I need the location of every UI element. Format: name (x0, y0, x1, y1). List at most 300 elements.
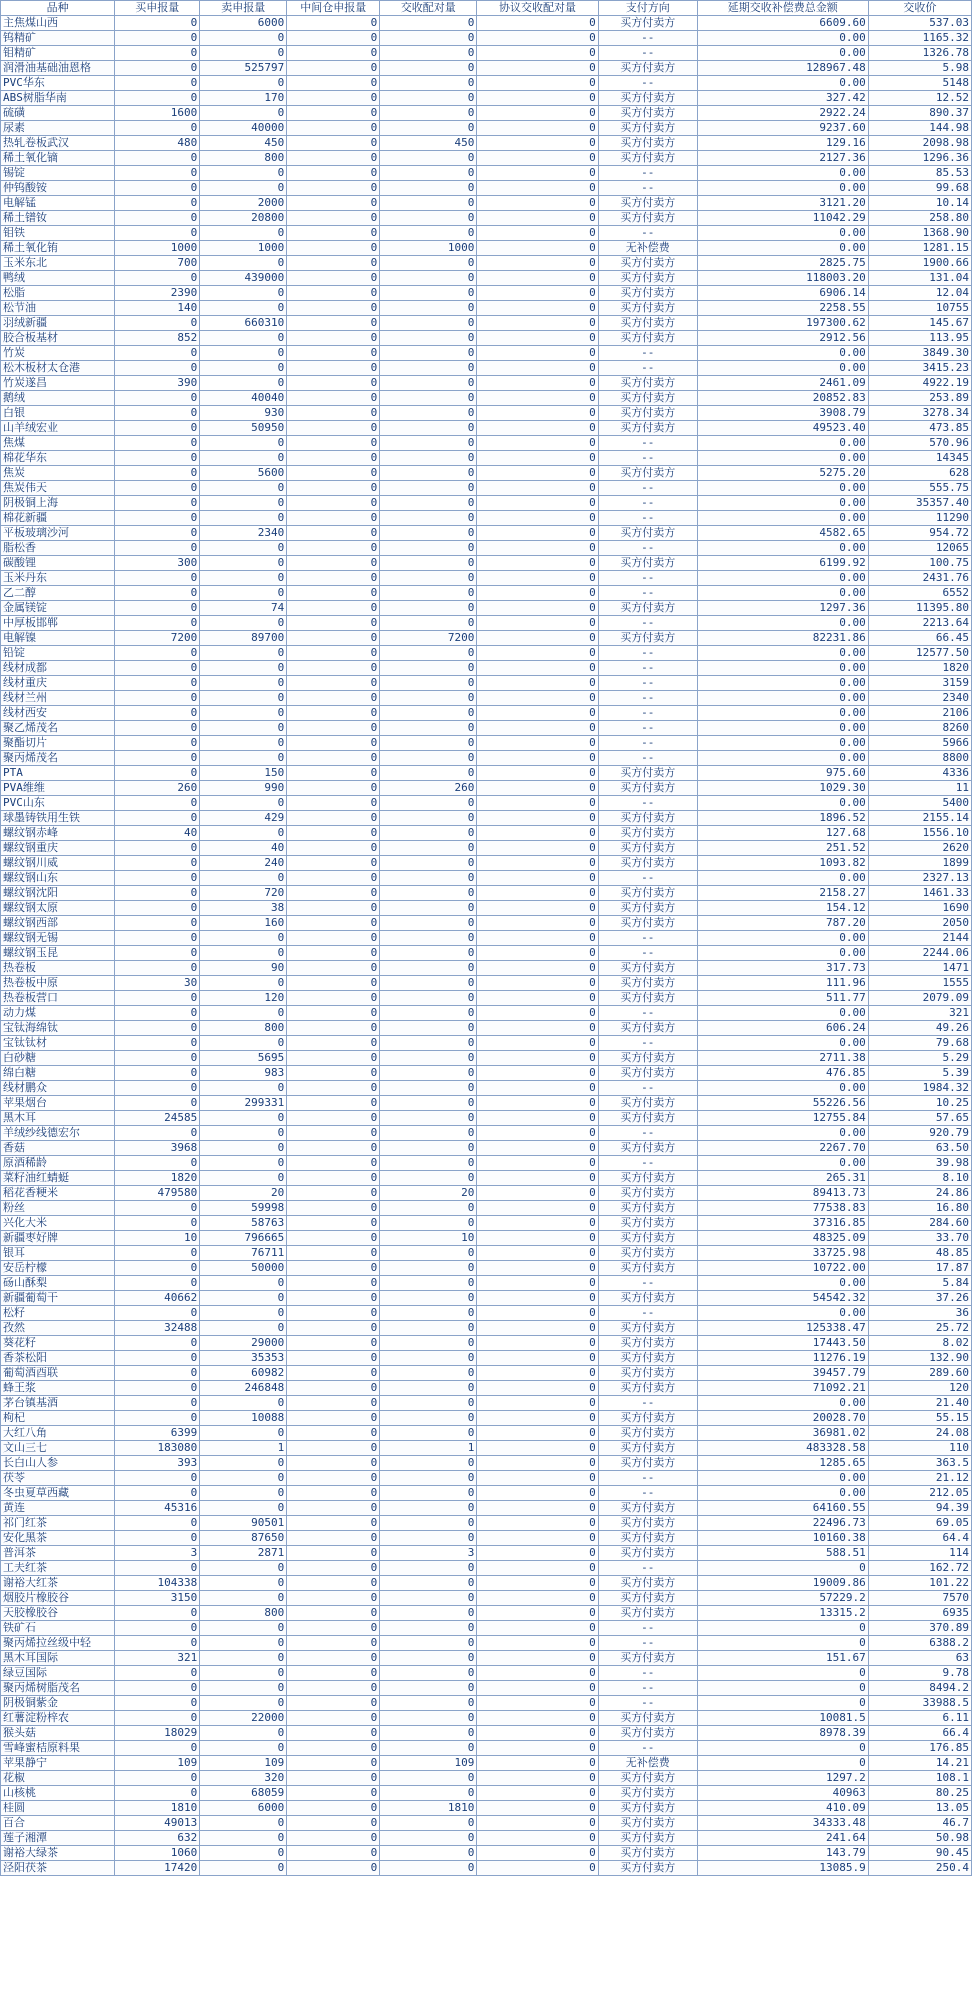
table-row (1, 781, 972, 796)
agreement-qty-cell: 0 (477, 901, 598, 916)
commodity-cell: 钼铁 (1, 226, 115, 241)
table-row (1, 361, 972, 376)
agreement-qty-cell: 0 (477, 556, 598, 571)
delivery-price-cell: 24.08 (868, 1426, 971, 1441)
buy-qty-cell: 0 (115, 796, 200, 811)
table-row (1, 1711, 972, 1726)
buy-qty-cell: 300 (115, 556, 200, 571)
payment-direction-cell: -- (598, 721, 697, 736)
commodity-cell: 松籽 (1, 1306, 115, 1321)
delivery-price-cell: 1555 (868, 976, 971, 991)
commodity-cell: 葡萄酒酉联 (1, 1366, 115, 1381)
payment-direction-cell: -- (598, 736, 697, 751)
commodity-cell: PVA维维 (1, 781, 115, 796)
compensation-amount-cell: 0.00 (697, 241, 868, 256)
commodity-cell: 孜然 (1, 1321, 115, 1336)
table-row (1, 586, 972, 601)
payment-direction-cell: -- (598, 1036, 697, 1051)
commodity-cell: 聚丙烯茂名 (1, 751, 115, 766)
matched-qty-cell: 0 (380, 181, 477, 196)
commodity-cell: 钨精矿 (1, 31, 115, 46)
commodity-cell: 天胶橡胶谷 (1, 1606, 115, 1621)
matched-qty-cell: 0 (380, 1006, 477, 1021)
agreement-qty-cell: 0 (477, 1531, 598, 1546)
matched-qty-cell: 0 (380, 1606, 477, 1621)
compensation-amount-cell: 54542.32 (697, 1291, 868, 1306)
payment-direction-cell: 买方付卖方 (598, 151, 697, 166)
delivery-price-cell: 46.7 (868, 1816, 971, 1831)
delivery-price-cell: 628 (868, 466, 971, 481)
sell-qty-cell: 0 (200, 691, 287, 706)
buy-qty-cell: 183080 (115, 1441, 200, 1456)
compensation-amount-cell: 8978.39 (697, 1726, 868, 1741)
matched-qty-cell: 0 (380, 121, 477, 136)
table-row (1, 1126, 972, 1141)
buy-qty-cell: 0 (115, 226, 200, 241)
sell-qty-cell: 299331 (200, 1096, 287, 1111)
buy-qty-cell: 0 (115, 1411, 200, 1426)
table-row (1, 1246, 972, 1261)
delivery-price-cell: 35357.40 (868, 496, 971, 511)
compensation-amount-cell: 0.00 (697, 541, 868, 556)
compensation-amount-cell: 0.00 (697, 1396, 868, 1411)
commodity-cell: 阴极铜上海 (1, 496, 115, 511)
warehouse-qty-cell: 0 (287, 286, 380, 301)
warehouse-qty-cell: 0 (287, 1246, 380, 1261)
matched-qty-cell: 0 (380, 511, 477, 526)
matched-qty-cell: 0 (380, 1771, 477, 1786)
table-row (1, 1756, 972, 1771)
sell-qty-cell: 22000 (200, 1711, 287, 1726)
payment-direction-cell: -- (598, 1471, 697, 1486)
payment-direction-cell: 买方付卖方 (598, 1246, 697, 1261)
buy-qty-cell: 0 (115, 1036, 200, 1051)
buy-qty-cell: 0 (115, 961, 200, 976)
payment-direction-cell: -- (598, 571, 697, 586)
compensation-amount-cell: 77538.83 (697, 1201, 868, 1216)
payment-direction-cell: 买方付卖方 (598, 1711, 697, 1726)
table-row (1, 841, 972, 856)
buy-qty-cell: 0 (115, 1126, 200, 1141)
delivery-price-cell: 537.03 (868, 16, 971, 31)
sell-qty-cell: 0 (200, 1741, 287, 1756)
table-row (1, 541, 972, 556)
payment-direction-cell: -- (598, 1486, 697, 1501)
delivery-price-cell: 176.85 (868, 1741, 971, 1756)
compensation-amount-cell: 12755.84 (697, 1111, 868, 1126)
compensation-amount-cell: 10081.5 (697, 1711, 868, 1726)
delivery-price-cell: 3415.23 (868, 361, 971, 376)
commodity-cell: 苹果烟台 (1, 1096, 115, 1111)
table-row (1, 796, 972, 811)
matched-qty-cell: 0 (380, 106, 477, 121)
delivery-price-cell: 2340 (868, 691, 971, 706)
matched-qty-cell: 0 (380, 1111, 477, 1126)
table-row (1, 1081, 972, 1096)
matched-qty-cell: 0 (380, 796, 477, 811)
matched-qty-cell: 0 (380, 916, 477, 931)
delivery-price-cell: 5.29 (868, 1051, 971, 1066)
buy-qty-cell: 2390 (115, 286, 200, 301)
table-row (1, 106, 972, 121)
buy-qty-cell: 0 (115, 811, 200, 826)
sell-qty-cell: 160 (200, 916, 287, 931)
matched-qty-cell: 0 (380, 1066, 477, 1081)
warehouse-qty-cell: 0 (287, 1651, 380, 1666)
payment-direction-cell: 买方付卖方 (598, 1021, 697, 1036)
compensation-amount-cell: 2267.70 (697, 1141, 868, 1156)
agreement-qty-cell: 0 (477, 301, 598, 316)
buy-qty-cell: 0 (115, 1006, 200, 1021)
warehouse-qty-cell: 0 (287, 1741, 380, 1756)
commodity-cell: 聚酯切片 (1, 736, 115, 751)
warehouse-qty-cell: 0 (287, 1351, 380, 1366)
delivery-price-cell: 2244.06 (868, 946, 971, 961)
agreement-qty-cell: 0 (477, 1456, 598, 1471)
compensation-amount-cell: 0.00 (697, 661, 868, 676)
warehouse-qty-cell: 0 (287, 1111, 380, 1126)
compensation-amount-cell: 0 (697, 1756, 868, 1771)
sell-qty-cell: 0 (200, 706, 287, 721)
warehouse-qty-cell: 0 (287, 646, 380, 661)
buy-qty-cell: 0 (115, 871, 200, 886)
buy-qty-cell: 0 (115, 31, 200, 46)
matched-qty-cell: 0 (380, 736, 477, 751)
delivery-price-cell: 101.22 (868, 1576, 971, 1591)
agreement-qty-cell: 0 (477, 46, 598, 61)
delivery-price-cell: 3159 (868, 676, 971, 691)
table-row (1, 1606, 972, 1621)
sell-qty-cell: 0 (200, 361, 287, 376)
commodity-cell: 润滑油基础油恩格 (1, 61, 115, 76)
payment-direction-cell: 买方付卖方 (598, 1726, 697, 1741)
commodity-cell: 中厚板邯郸 (1, 616, 115, 631)
commodity-cell: 螺纹钢太原 (1, 901, 115, 916)
sell-qty-cell: 2000 (200, 196, 287, 211)
matched-qty-cell: 0 (380, 901, 477, 916)
matched-qty-cell: 0 (380, 1276, 477, 1291)
agreement-qty-cell: 0 (477, 1201, 598, 1216)
delivery-price-cell: 473.85 (868, 421, 971, 436)
payment-direction-cell: -- (598, 1156, 697, 1171)
compensation-amount-cell: 10160.38 (697, 1531, 868, 1546)
payment-direction-cell: 买方付卖方 (598, 991, 697, 1006)
sell-qty-cell: 0 (200, 1636, 287, 1651)
buy-qty-cell: 0 (115, 991, 200, 1006)
compensation-amount-cell: 0.00 (697, 226, 868, 241)
agreement-qty-cell: 0 (477, 1711, 598, 1726)
buy-qty-cell: 479580 (115, 1186, 200, 1201)
table-row (1, 16, 972, 31)
compensation-amount-cell: 6609.60 (697, 16, 868, 31)
buy-qty-cell: 40662 (115, 1291, 200, 1306)
table-row (1, 46, 972, 61)
agreement-qty-cell: 0 (477, 1186, 598, 1201)
commodity-cell: 松木板材太仓港 (1, 361, 115, 376)
compensation-amount-cell: 0.00 (697, 931, 868, 946)
matched-qty-cell: 0 (380, 571, 477, 586)
commodity-cell: 羊绒纱线德宏尔 (1, 1126, 115, 1141)
delivery-price-cell: 12.52 (868, 91, 971, 106)
commodity-cell: 脂松香 (1, 541, 115, 556)
agreement-qty-cell: 0 (477, 346, 598, 361)
buy-qty-cell: 0 (115, 466, 200, 481)
sell-qty-cell: 0 (200, 46, 287, 61)
warehouse-qty-cell: 0 (287, 1561, 380, 1576)
matched-qty-cell: 0 (380, 1486, 477, 1501)
delivery-price-cell: 12065 (868, 541, 971, 556)
commodity-cell: 平板玻璃沙河 (1, 526, 115, 541)
matched-qty-cell: 0 (380, 361, 477, 376)
matched-qty-cell: 0 (380, 496, 477, 511)
table-row (1, 226, 972, 241)
matched-qty-cell: 0 (380, 91, 477, 106)
compensation-amount-cell: 9237.60 (697, 121, 868, 136)
matched-qty-cell: 0 (380, 1141, 477, 1156)
buy-qty-cell: 0 (115, 46, 200, 61)
agreement-qty-cell: 0 (477, 241, 598, 256)
matched-qty-cell: 0 (380, 946, 477, 961)
sell-qty-cell: 38 (200, 901, 287, 916)
sell-qty-cell: 90 (200, 961, 287, 976)
buy-qty-cell: 0 (115, 511, 200, 526)
table-row (1, 391, 972, 406)
matched-qty-cell: 0 (380, 376, 477, 391)
warehouse-qty-cell: 0 (287, 1321, 380, 1336)
sell-qty-cell: 983 (200, 1066, 287, 1081)
table-row (1, 1186, 972, 1201)
compensation-amount-cell: 36981.02 (697, 1426, 868, 1441)
agreement-qty-cell: 0 (477, 376, 598, 391)
buy-qty-cell: 24585 (115, 1111, 200, 1126)
warehouse-qty-cell: 0 (287, 1471, 380, 1486)
commodity-cell: 螺纹钢西部 (1, 916, 115, 931)
agreement-qty-cell: 0 (477, 1516, 598, 1531)
delivery-price-cell: 6388.2 (868, 1636, 971, 1651)
delivery-price-cell: 108.1 (868, 1771, 971, 1786)
table-row (1, 301, 972, 316)
compensation-amount-cell: 3908.79 (697, 406, 868, 421)
sell-qty-cell: 35353 (200, 1351, 287, 1366)
sell-qty-cell: 0 (200, 346, 287, 361)
compensation-amount-cell: 1029.30 (697, 781, 868, 796)
matched-qty-cell: 0 (380, 1411, 477, 1426)
agreement-qty-cell: 0 (477, 691, 598, 706)
compensation-amount-cell: 251.52 (697, 841, 868, 856)
table-row (1, 1276, 972, 1291)
buy-qty-cell: 0 (115, 1261, 200, 1276)
table-row (1, 166, 972, 181)
commodity-cell: 球墨铸铁用生铁 (1, 811, 115, 826)
payment-direction-cell: -- (598, 1006, 697, 1021)
buy-qty-cell: 0 (115, 1021, 200, 1036)
payment-direction-cell: 买方付卖方 (598, 1171, 697, 1186)
delivery-price-cell: 920.79 (868, 1126, 971, 1141)
buy-qty-cell: 0 (115, 1351, 200, 1366)
table-row (1, 1261, 972, 1276)
agreement-qty-cell: 0 (477, 976, 598, 991)
agreement-qty-cell: 0 (477, 121, 598, 136)
commodity-cell: 碳酸锂 (1, 556, 115, 571)
matched-qty-cell: 0 (380, 991, 477, 1006)
payment-direction-cell: 买方付卖方 (598, 1831, 697, 1846)
delivery-price-cell: 1368.90 (868, 226, 971, 241)
sell-qty-cell: 0 (200, 721, 287, 736)
warehouse-qty-cell: 0 (287, 931, 380, 946)
sell-qty-cell: 58763 (200, 1216, 287, 1231)
commodity-cell: 玉米东北 (1, 256, 115, 271)
table-row (1, 76, 972, 91)
payment-direction-cell: 买方付卖方 (598, 1576, 697, 1591)
payment-direction-cell: 买方付卖方 (598, 1426, 697, 1441)
delivery-price-cell: 144.98 (868, 121, 971, 136)
buy-qty-cell: 0 (115, 571, 200, 586)
compensation-amount-cell: 265.31 (697, 1171, 868, 1186)
compensation-amount-cell: 476.85 (697, 1066, 868, 1081)
warehouse-qty-cell: 0 (287, 1591, 380, 1606)
sell-qty-cell: 0 (200, 1306, 287, 1321)
matched-qty-cell: 0 (380, 1816, 477, 1831)
sell-qty-cell: 0 (200, 436, 287, 451)
sell-qty-cell: 0 (200, 1111, 287, 1126)
warehouse-qty-cell: 0 (287, 61, 380, 76)
sell-qty-cell: 0 (200, 331, 287, 346)
agreement-qty-cell: 0 (477, 1606, 598, 1621)
delivery-price-cell: 25.72 (868, 1321, 971, 1336)
buy-qty-cell: 0 (115, 1396, 200, 1411)
matched-qty-cell: 0 (380, 1036, 477, 1051)
matched-qty-cell: 0 (380, 646, 477, 661)
payment-direction-cell: 买方付卖方 (598, 1336, 697, 1351)
sell-qty-cell: 0 (200, 1561, 287, 1576)
buy-qty-cell: 32488 (115, 1321, 200, 1336)
delivery-price-cell: 14.21 (868, 1756, 971, 1771)
matched-qty-cell: 0 (380, 541, 477, 556)
warehouse-qty-cell: 0 (287, 1306, 380, 1321)
matched-qty-cell: 0 (380, 976, 477, 991)
commodity-cell: 银耳 (1, 1246, 115, 1261)
matched-qty-cell: 0 (380, 556, 477, 571)
sell-qty-cell: 246848 (200, 1381, 287, 1396)
sell-qty-cell: 0 (200, 1846, 287, 1861)
delivery-price-cell: 2098.98 (868, 136, 971, 151)
payment-direction-cell: -- (598, 796, 697, 811)
table-row (1, 1651, 972, 1666)
warehouse-qty-cell: 0 (287, 841, 380, 856)
sell-qty-cell: 0 (200, 286, 287, 301)
compensation-amount-cell: 0.00 (697, 646, 868, 661)
warehouse-qty-cell: 0 (287, 1516, 380, 1531)
agreement-qty-cell: 0 (477, 331, 598, 346)
payment-direction-cell: 买方付卖方 (598, 331, 697, 346)
table-row (1, 1516, 972, 1531)
table-row (1, 1846, 972, 1861)
buy-qty-cell: 0 (115, 1276, 200, 1291)
table-row (1, 61, 972, 76)
table-row (1, 1096, 972, 1111)
buy-qty-cell: 0 (115, 736, 200, 751)
commodity-cell: 锡锭 (1, 166, 115, 181)
payment-direction-cell: -- (598, 1561, 697, 1576)
commodity-cell: 长白山人参 (1, 1456, 115, 1471)
buy-qty-cell: 0 (115, 601, 200, 616)
matched-qty-cell: 0 (380, 1846, 477, 1861)
buy-qty-cell: 3150 (115, 1591, 200, 1606)
sell-qty-cell: 439000 (200, 271, 287, 286)
compensation-amount-cell: 10722.00 (697, 1261, 868, 1276)
sell-qty-cell: 0 (200, 1171, 287, 1186)
table-row (1, 346, 972, 361)
commodity-cell: 泾阳茯茶 (1, 1861, 115, 1876)
buy-qty-cell: 0 (115, 391, 200, 406)
payment-direction-cell: 买方付卖方 (598, 286, 697, 301)
matched-qty-cell: 0 (380, 871, 477, 886)
compensation-amount-cell: 111.96 (697, 976, 868, 991)
sell-qty-cell: 0 (200, 1426, 287, 1441)
matched-qty-cell: 0 (380, 856, 477, 871)
payment-direction-cell: 买方付卖方 (598, 1201, 697, 1216)
sell-qty-cell: 0 (200, 226, 287, 241)
sell-qty-cell: 150 (200, 766, 287, 781)
agreement-qty-cell: 0 (477, 1741, 598, 1756)
commodity-cell: 雪峰蜜桔原料果 (1, 1741, 115, 1756)
table-row (1, 496, 972, 511)
payment-direction-cell: -- (598, 496, 697, 511)
delivery-price-cell: 14345 (868, 451, 971, 466)
commodity-cell: 宝钛钛材 (1, 1036, 115, 1051)
delivery-price-cell: 63 (868, 1651, 971, 1666)
buy-qty-cell: 0 (115, 16, 200, 31)
delivery-price-cell: 131.04 (868, 271, 971, 286)
matched-qty-cell: 0 (380, 1096, 477, 1111)
warehouse-qty-cell: 0 (287, 1531, 380, 1546)
payment-direction-cell: -- (598, 361, 697, 376)
warehouse-qty-cell: 0 (287, 451, 380, 466)
commodity-cell: 乙二醇 (1, 586, 115, 601)
buy-qty-cell: 0 (115, 1096, 200, 1111)
matched-qty-cell: 0 (380, 391, 477, 406)
agreement-qty-cell: 0 (477, 1411, 598, 1426)
compensation-amount-cell: 0 (697, 1681, 868, 1696)
matched-qty-cell: 0 (380, 1831, 477, 1846)
delivery-price-cell: 49.26 (868, 1021, 971, 1036)
warehouse-qty-cell: 0 (287, 1021, 380, 1036)
sell-qty-cell: 0 (200, 1666, 287, 1681)
matched-qty-cell: 0 (380, 16, 477, 31)
payment-direction-cell: 买方付卖方 (598, 1771, 697, 1786)
matched-qty-cell: 0 (380, 1216, 477, 1231)
table-row (1, 631, 972, 646)
sell-qty-cell: 796665 (200, 1231, 287, 1246)
warehouse-qty-cell: 0 (287, 991, 380, 1006)
column-header: 交收配对量 (380, 1, 477, 16)
buy-qty-cell: 0 (115, 661, 200, 676)
agreement-qty-cell: 0 (477, 196, 598, 211)
compensation-amount-cell: 241.64 (697, 1831, 868, 1846)
table-row (1, 1111, 972, 1126)
compensation-amount-cell: 0.00 (697, 511, 868, 526)
compensation-amount-cell: 0.00 (697, 481, 868, 496)
column-header: 卖申报量 (200, 1, 287, 16)
delivery-price-cell: 114 (868, 1546, 971, 1561)
warehouse-qty-cell: 0 (287, 691, 380, 706)
payment-direction-cell: 买方付卖方 (598, 781, 697, 796)
table-row (1, 1801, 972, 1816)
buy-qty-cell: 40 (115, 826, 200, 841)
table-row (1, 451, 972, 466)
agreement-qty-cell: 0 (477, 1381, 598, 1396)
agreement-qty-cell: 0 (477, 1066, 598, 1081)
